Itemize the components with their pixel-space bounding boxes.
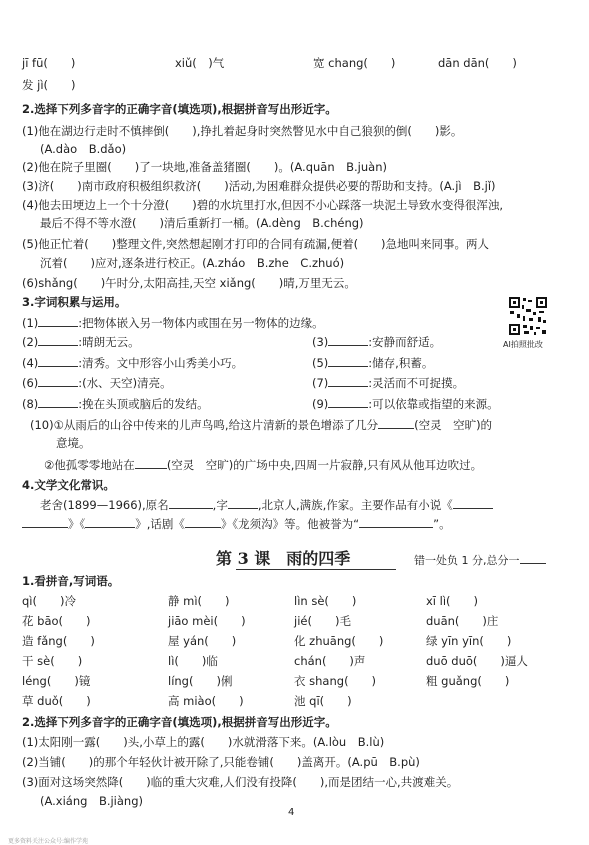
score-rule: 错一处负 1 分,总分一 bbox=[414, 552, 546, 568]
word-item: jié( )毛 bbox=[294, 614, 351, 628]
word-item: léng( )镜 bbox=[22, 674, 91, 688]
question-line: 最后不得不等水澄( )清后重新打一桶。(A.dèng B.chéng) bbox=[40, 216, 364, 230]
word-item: jī fū( ) bbox=[22, 56, 76, 70]
question-line: (3)济( )南市政府积极组织救济( )活动,为困难群众提供必要的帮助和支持。(A.jì B.jǐ) bbox=[22, 179, 496, 193]
word-item: 宽 chang( ) bbox=[313, 56, 396, 70]
vocab-item bbox=[312, 334, 441, 349]
question-line: (6)shǎng( )午时分,太阳高挂,天空 xiǎng( )晴,万里无云。 bbox=[22, 276, 356, 290]
answer-blank[interactable] bbox=[185, 516, 221, 528]
word-item: 衣 shang( ) bbox=[294, 674, 377, 688]
section-heading: 4.文学文化常识。 bbox=[22, 478, 115, 492]
lesson-title: 第 3 课 雨的四季 bbox=[216, 549, 351, 568]
question-line: (1)太阳刚一露( )头,小草上的露( )水就滑落下来。(A.lòu B.lù) bbox=[22, 735, 385, 749]
word-item: 花 bāo( ) bbox=[22, 614, 91, 628]
word-item: 池 qī( ) bbox=[294, 694, 352, 708]
word-item: chán( )声 bbox=[294, 654, 366, 668]
word-item: 屋 yán( ) bbox=[168, 634, 237, 648]
answer-blank[interactable] bbox=[328, 334, 368, 346]
answer-blank[interactable] bbox=[453, 497, 493, 509]
vocab-item-10a-end: 意境。 bbox=[56, 436, 91, 450]
word-item: lìn sè( ) bbox=[294, 594, 357, 608]
question-options: (A.xiáng B.jiàng) bbox=[40, 794, 144, 808]
item-definition: :把物体嵌入另一物体内或围在另一物体的边缘。 bbox=[78, 316, 324, 330]
item-definition: :清秀。文中形容小山秀美小巧。 bbox=[78, 356, 244, 370]
section-heading: 1.看拼音,写词语。 bbox=[22, 574, 120, 588]
word-item: qì( )冷 bbox=[22, 594, 76, 608]
item-number: (4) bbox=[22, 356, 39, 370]
vocab-item bbox=[312, 355, 433, 370]
vocab-item-10b: ②他孤零零地站在 (空灵 空旷)的广场中央,四周一片寂静,只有风从他耳边吹过。 bbox=[44, 458, 483, 472]
question-line: (1)他在湖边行走时不慎摔倒( ),挣扎着起身时突然瞥见水中自己狼狈的倒( )影。 bbox=[22, 124, 463, 138]
item-number: (9) bbox=[312, 397, 329, 411]
item-definition: :安静而舒适。 bbox=[368, 335, 442, 349]
vocab-item bbox=[22, 355, 243, 370]
word-item: 发 jì( ) bbox=[22, 78, 76, 92]
answer-blank[interactable] bbox=[85, 516, 135, 528]
answer-blank[interactable] bbox=[359, 516, 433, 528]
knowledge-line: 老舍(1899—1966),原名 ,字 ,北京人,满族,作家。主要作品有小说《 bbox=[40, 497, 493, 512]
word-item: 粗 guǎng( ) bbox=[426, 674, 510, 688]
item-number: (7) bbox=[312, 376, 329, 390]
item-definition: :晴朗无云。 bbox=[78, 335, 140, 349]
vocab-item-10a: (10)①从雨后的山谷中传来的儿声鸟鸣,给这片清新的景色增添了几分 (空灵 空旷)的 bbox=[30, 418, 493, 432]
word-item: xiǔ( )气 bbox=[175, 56, 225, 70]
vocab-item bbox=[22, 375, 172, 390]
qr-code-icon[interactable] bbox=[508, 296, 548, 336]
vocab-item bbox=[22, 396, 209, 411]
item-definition: :储存,积蓄。 bbox=[368, 356, 434, 370]
answer-blank[interactable] bbox=[22, 516, 68, 528]
vocab-item bbox=[312, 375, 464, 390]
answer-blank[interactable] bbox=[328, 396, 368, 408]
vocab-item bbox=[22, 334, 140, 349]
page-number: 4 bbox=[288, 807, 295, 818]
item-number: (1) bbox=[22, 316, 39, 330]
question-line: (5)他正忙着( )整理文件,突然想起刚才打印的合同有疏漏,便着( )急地叫来同事。两人 bbox=[22, 237, 490, 251]
item-number: (6) bbox=[22, 376, 39, 390]
word-item: 静 mì( ) bbox=[168, 594, 230, 608]
word-item: jiāo mèi( ) bbox=[168, 614, 246, 628]
answer-blank[interactable] bbox=[38, 334, 78, 346]
answer-blank[interactable] bbox=[378, 417, 414, 429]
word-item: duān( )庄 bbox=[426, 614, 499, 628]
title-underline bbox=[236, 569, 396, 570]
word-item: líng( )俐 bbox=[168, 674, 233, 688]
answer-blank[interactable] bbox=[38, 315, 78, 327]
question-line: (2)当铺( )的那个年轻伙计被开除了,只能卷铺( )盖离开。(A.pū B.pù) bbox=[22, 755, 420, 769]
item-number: (3) bbox=[312, 335, 329, 349]
item-definition: :可以依靠或指望的来源。 bbox=[368, 397, 499, 411]
answer-blank[interactable] bbox=[169, 497, 213, 509]
vocab-item bbox=[22, 315, 324, 330]
question-line: (3)面对这场突然降( )临的重大灾难,人们没有投降( ),而是团结一心,共渡难关。 bbox=[22, 775, 459, 789]
word-item: 绿 yīn yīn( ) bbox=[426, 634, 512, 648]
word-item: duō duō( )逼人 bbox=[426, 654, 528, 668]
question-line: (2)他在院子里圈( )了一块地,准备盖猪圈( )。(A.quān B.juàn) bbox=[22, 160, 387, 174]
answer-blank[interactable] bbox=[328, 375, 368, 387]
word-item: 草 duǒ( ) bbox=[22, 694, 91, 708]
word-item: dān dān( ) bbox=[438, 56, 517, 70]
section-heading: 2.选择下列多音字的正确字音(填选项),根据拼音写出形近字。 bbox=[22, 102, 337, 116]
word-item: 干 sè( ) bbox=[22, 654, 83, 668]
answer-blank[interactable] bbox=[328, 355, 368, 367]
item-number: (2) bbox=[22, 335, 39, 349]
item-definition: :挽在头顶或脑后的发结。 bbox=[78, 397, 209, 411]
word-item: 化 zhuāng( ) bbox=[294, 634, 384, 648]
item-number: (5) bbox=[312, 356, 329, 370]
footer-note: 更多资料关注公众号:编作学苑 bbox=[8, 838, 89, 845]
item-definition: :(水、天空)清亮。 bbox=[78, 376, 172, 390]
question-line: (4)他去田埂边上一个十分澄( )碧的水坑里打水,但因不小心踩落一块泥土导致水变得很浑浊, bbox=[22, 198, 504, 212]
word-item: xī lì( ) bbox=[426, 594, 479, 608]
answer-blank[interactable] bbox=[38, 375, 78, 387]
knowledge-line: 》《 》,话剧《 》《龙须沟》等。他被誉为“ ”。 bbox=[22, 516, 451, 531]
answer-blank[interactable] bbox=[38, 355, 78, 367]
section-heading: 3.字词积累与运用。 bbox=[22, 295, 127, 309]
qr-code-label: AI拍照批改 bbox=[503, 340, 543, 349]
answer-blank[interactable] bbox=[38, 396, 78, 408]
section-heading: 2.选择下列多音字的正确字音(填选项),根据拼音写出形近字。 bbox=[22, 715, 337, 729]
question-options: (A.dào B.dǎo) bbox=[40, 142, 127, 156]
vocab-item bbox=[312, 396, 499, 411]
item-number: (8) bbox=[22, 397, 39, 411]
answer-blank[interactable] bbox=[135, 457, 167, 469]
item-definition: :灵活而不可捉摸。 bbox=[368, 376, 465, 390]
word-item: lì( )临 bbox=[168, 654, 218, 668]
word-item: 高 miào( ) bbox=[168, 694, 244, 708]
answer-blank[interactable] bbox=[228, 497, 258, 509]
word-item: 造 fǎng( ) bbox=[22, 634, 95, 648]
question-line: 沉着( )应对,逐条进行校正。(A.zháo B.zhe C.zhuó) bbox=[40, 256, 345, 270]
